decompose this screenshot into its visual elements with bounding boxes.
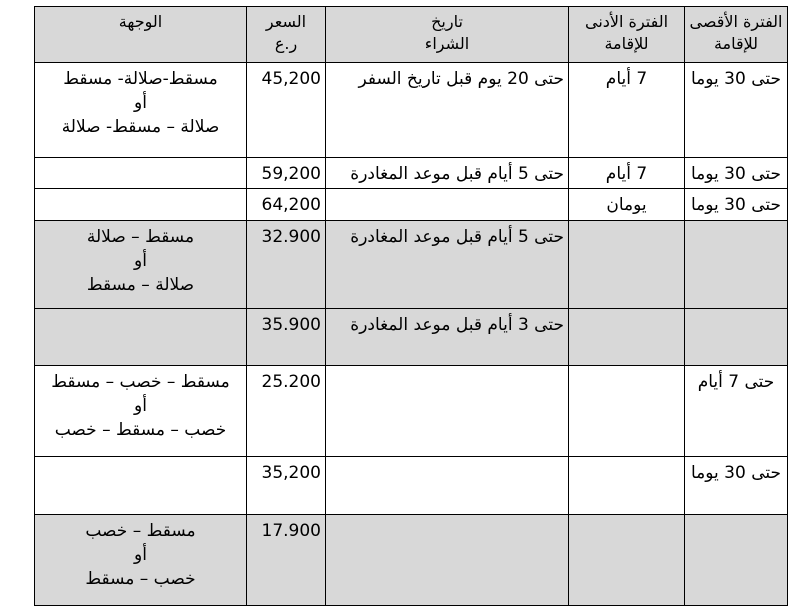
purchase-date-cell: حتى 5 أيام قبل موعد المغادرة bbox=[326, 220, 569, 308]
min-stay-cell: 7 أيام bbox=[569, 63, 685, 158]
min-stay-cell bbox=[569, 457, 685, 515]
header-destination: الوجهة bbox=[35, 7, 247, 63]
destination-line: مسقط – خصب bbox=[85, 520, 196, 541]
header-purchase-date: تاريخ الشراء bbox=[326, 7, 569, 63]
max-stay-cell: حتى 7 أيام bbox=[685, 366, 788, 457]
destination-line: صلالة – مسقط bbox=[86, 274, 195, 295]
table-row bbox=[35, 308, 788, 366]
price-cell: 59,200 bbox=[247, 158, 326, 189]
fares-table bbox=[34, 6, 788, 606]
destination-cell bbox=[35, 158, 247, 189]
destination-cell bbox=[35, 308, 247, 366]
destination-line: خصب – مسقط – خصب bbox=[54, 420, 227, 441]
destination-line: أو bbox=[134, 93, 147, 113]
table-row bbox=[35, 457, 788, 515]
destination-line: مسقط – خصب – مسقط bbox=[51, 372, 230, 393]
max-stay-cell: حتى 30 يوما bbox=[685, 189, 788, 220]
destination-cell bbox=[35, 366, 247, 457]
destination-line: مسقط – صلالة bbox=[86, 226, 195, 247]
header-max-stay: الفترة الأقصى للإقامة bbox=[685, 7, 788, 63]
destination-line: صلالة – مسقط- صلالة bbox=[61, 117, 220, 137]
max-stay-cell bbox=[685, 514, 788, 605]
destination-line: أو bbox=[134, 250, 147, 271]
min-stay-cell bbox=[569, 514, 685, 605]
table-row bbox=[35, 366, 788, 457]
header-min-stay: الفترة الأدنى للإقامة bbox=[569, 7, 685, 63]
max-stay-cell: حتى 30 يوما bbox=[685, 63, 788, 158]
table-row bbox=[35, 514, 788, 605]
price-cell: 35.900 bbox=[247, 308, 326, 366]
table-row bbox=[35, 189, 788, 220]
destination-cell bbox=[35, 63, 247, 158]
header-price: السعر ر.ع bbox=[247, 7, 326, 63]
max-stay-cell: حتى 30 يوما bbox=[685, 457, 788, 515]
price-cell: 17.900 bbox=[247, 514, 326, 605]
min-stay-cell bbox=[569, 220, 685, 308]
max-stay-cell bbox=[685, 220, 788, 308]
purchase-date-cell bbox=[326, 189, 569, 220]
table-row bbox=[35, 158, 788, 189]
destination-cell bbox=[35, 189, 247, 220]
min-stay-cell: 7 أيام bbox=[569, 158, 685, 189]
max-stay-cell bbox=[685, 308, 788, 366]
purchase-date-cell: حتى 5 أيام قبل موعد المغادرة bbox=[326, 158, 569, 189]
min-stay-cell bbox=[569, 308, 685, 366]
purchase-date-cell bbox=[326, 366, 569, 457]
price-cell: 64,200 bbox=[247, 189, 326, 220]
destination-line: مسقط-صلالة- مسقط bbox=[63, 69, 218, 89]
table-body bbox=[35, 63, 788, 606]
min-stay-cell: يومان bbox=[569, 189, 685, 220]
purchase-date-cell bbox=[326, 514, 569, 605]
purchase-date-cell: حتى 20 يوم قبل تاريخ السفر bbox=[326, 63, 569, 158]
purchase-date-cell bbox=[326, 457, 569, 515]
destination-line: أو bbox=[134, 544, 147, 565]
price-cell: 32.900 bbox=[247, 220, 326, 308]
max-stay-cell: حتى 30 يوما bbox=[685, 158, 788, 189]
destination-cell bbox=[35, 220, 247, 308]
destination-line: خصب – مسقط bbox=[85, 568, 196, 589]
price-cell: 45,200 bbox=[247, 63, 326, 158]
min-stay-cell bbox=[569, 366, 685, 457]
table-row bbox=[35, 63, 788, 158]
destination-cell bbox=[35, 514, 247, 605]
destination-line: أو bbox=[134, 396, 147, 417]
price-cell: 35,200 bbox=[247, 457, 326, 515]
table-row bbox=[35, 220, 788, 308]
destination-cell bbox=[35, 457, 247, 515]
header-row bbox=[35, 7, 788, 63]
purchase-date-cell: حتى 3 أيام قبل موعد المغادرة bbox=[326, 308, 569, 366]
price-cell: 25.200 bbox=[247, 366, 326, 457]
